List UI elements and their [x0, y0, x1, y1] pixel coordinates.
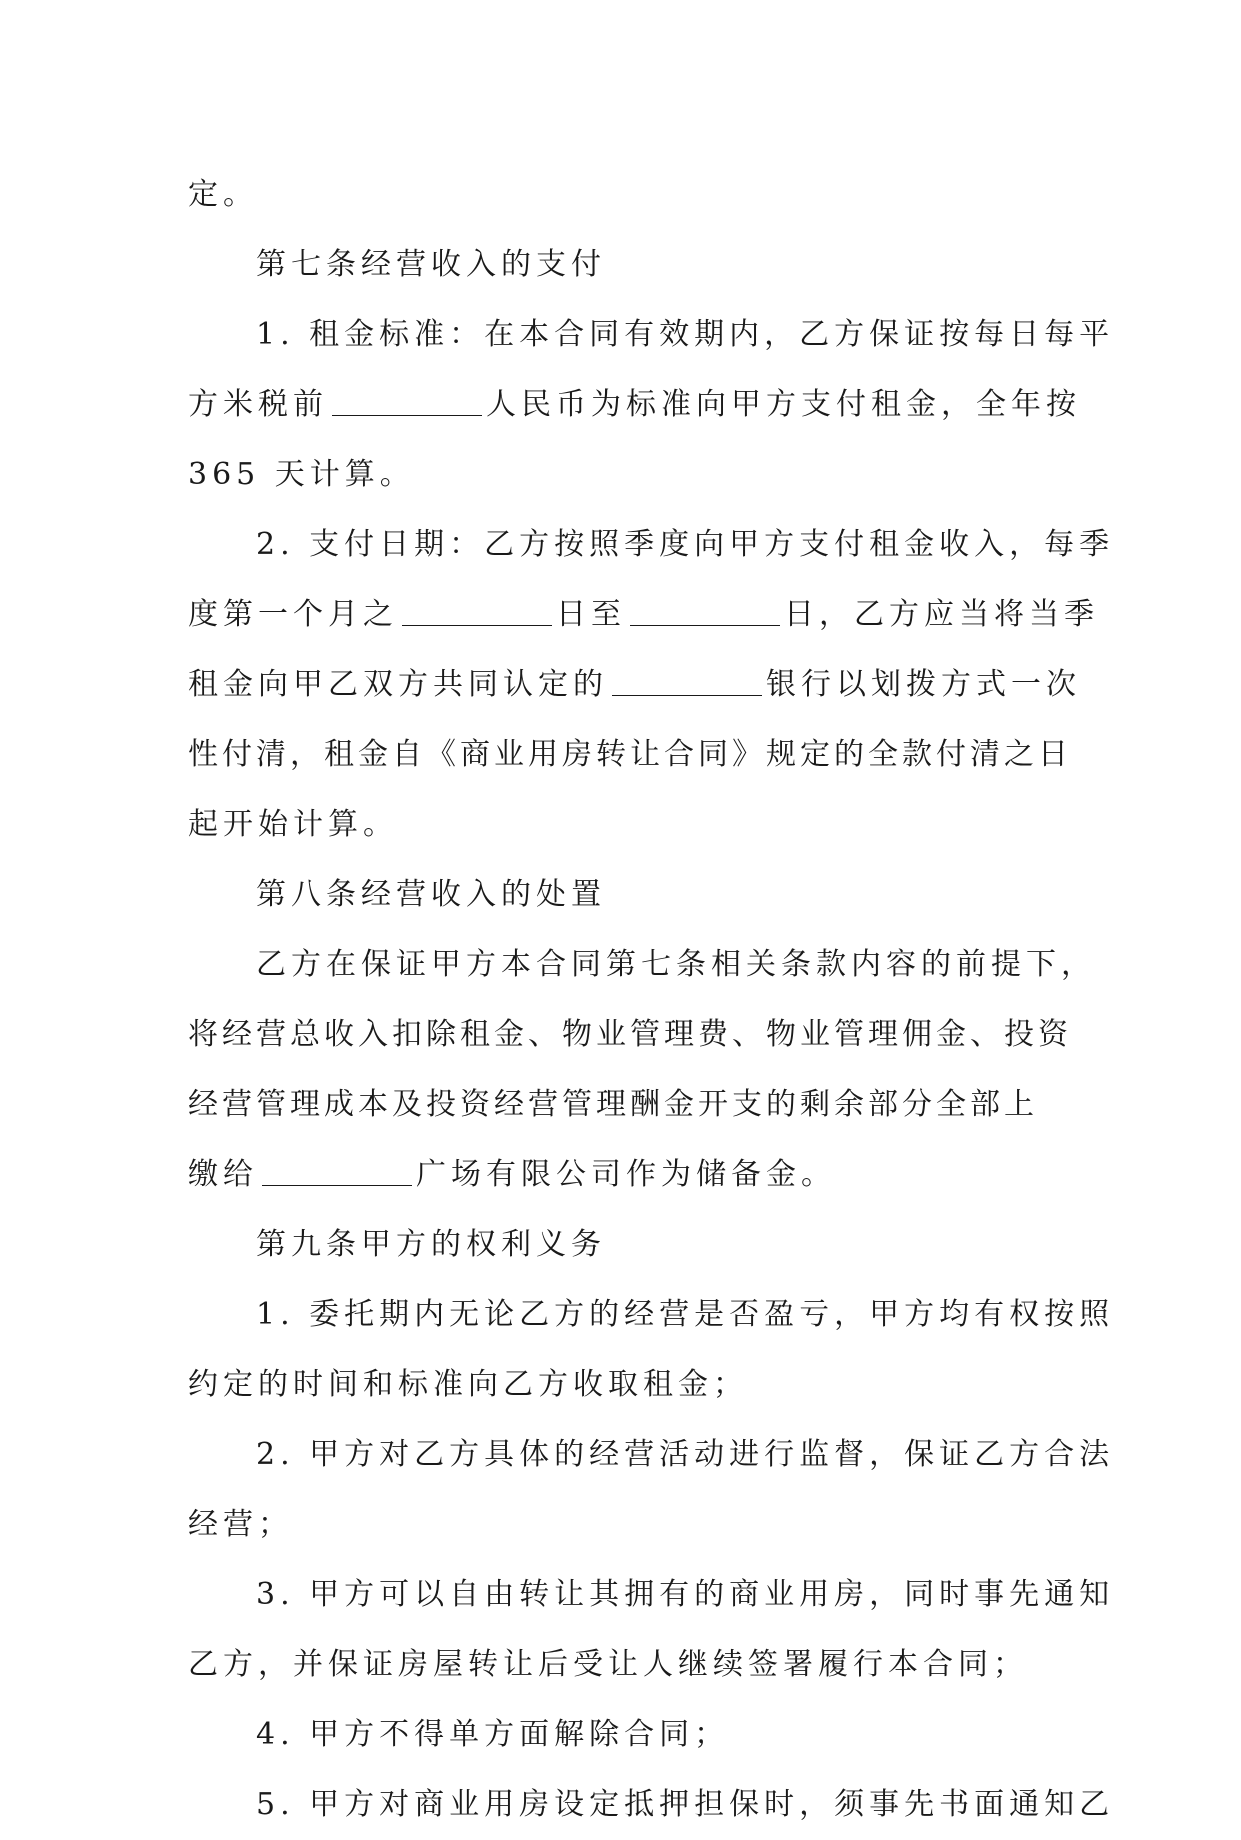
text: 2. 甲方对乙方具体的经营活动进行监督，保证乙方合法 — [256, 1437, 1115, 1472]
text: 广场有限公司作为储备金。 — [416, 1157, 836, 1192]
text: 约定的时间和标准向乙方收取租金； — [188, 1367, 748, 1402]
text: 性付清，租金自《商业用房转让合同》规定的全款付清之日 — [188, 737, 1072, 772]
paragraph-line — [188, 160, 1058, 230]
document-body — [188, 160, 1115, 1840]
text: 租金向甲乙双方共同认定的 — [188, 667, 608, 702]
paragraph-line — [188, 580, 1099, 650]
paragraph-line — [188, 1350, 1058, 1420]
heading-text: 第九条甲方的权利义务 — [256, 1227, 606, 1262]
text: 5. 甲方对商业用房设定抵押担保时，须事先书面通知乙 — [256, 1787, 1115, 1822]
paragraph-line — [188, 370, 1081, 440]
article-heading-9 — [188, 1210, 1058, 1280]
paragraph-line — [188, 1000, 1072, 1070]
text: 人民币为标准向甲方支付租金，全年按 — [486, 387, 1081, 422]
article-heading-8 — [188, 860, 1058, 930]
article-heading-7 — [188, 230, 1058, 300]
paragraph-line — [188, 1630, 1058, 1700]
paragraph-line — [188, 1420, 1115, 1490]
paragraph-line — [188, 1280, 1115, 1350]
text: 方米税前 — [188, 387, 328, 422]
paragraph-line — [188, 440, 1058, 510]
paragraph-line — [188, 1140, 1058, 1210]
text: 2. 支付日期：乙方按照季度向甲方支付租金收入，每季 — [256, 527, 1115, 562]
paragraph-line — [188, 1770, 1115, 1840]
paragraph-line — [188, 1560, 1115, 1630]
paragraph-line — [188, 1070, 1058, 1140]
text: 日至 — [556, 597, 626, 632]
paragraph-line — [188, 930, 1096, 1000]
paragraph-line — [188, 790, 1058, 860]
paragraph-line — [188, 1700, 1058, 1770]
paragraph-line — [188, 650, 1081, 720]
text: 银行以划拨方式一次 — [766, 667, 1081, 702]
text: 日，乙方应当将当季 — [784, 597, 1099, 632]
text: 4. 甲方不得单方面解除合同； — [256, 1717, 730, 1752]
fill-in-blank[interactable] — [262, 1184, 412, 1186]
paragraph-line — [188, 300, 1115, 370]
text: 起开始计算。 — [188, 807, 398, 842]
paragraph-line — [188, 510, 1115, 580]
text: 经营管理成本及投资经营管理酬金开支的剩余部分全部上 — [188, 1087, 1038, 1122]
fill-in-blank[interactable] — [332, 414, 482, 416]
text: 将经营总收入扣除租金、物业管理费、物业管理佣金、投资 — [188, 1017, 1072, 1052]
text: 3. 甲方可以自由转让其拥有的商业用房，同时事先通知 — [256, 1577, 1115, 1612]
paragraph-line — [188, 1490, 1058, 1560]
text: 乙方，并保证房屋转让后受让人继续签署履行本合同； — [188, 1647, 1028, 1682]
heading-text: 第七条经营收入的支付 — [256, 247, 606, 282]
paragraph-line — [188, 720, 1072, 790]
text: 乙方在保证甲方本合同第七条相关条款内容的前提下， — [256, 947, 1096, 982]
fill-in-blank[interactable] — [612, 694, 762, 696]
text: 365 天计算。 — [188, 457, 415, 492]
text: 度第一个月之 — [188, 597, 398, 632]
text: 1. 租金标准：在本合同有效期内，乙方保证按每日每平 — [256, 317, 1115, 352]
heading-text: 第八条经营收入的处置 — [256, 877, 606, 912]
text: 1. 委托期内无论乙方的经营是否盈亏，甲方均有权按照 — [256, 1297, 1115, 1332]
text: 定。 — [188, 177, 258, 212]
fill-in-blank[interactable] — [630, 624, 780, 626]
fill-in-blank[interactable] — [402, 624, 552, 626]
text: 经营； — [188, 1507, 293, 1542]
text: 缴给 — [188, 1157, 258, 1192]
